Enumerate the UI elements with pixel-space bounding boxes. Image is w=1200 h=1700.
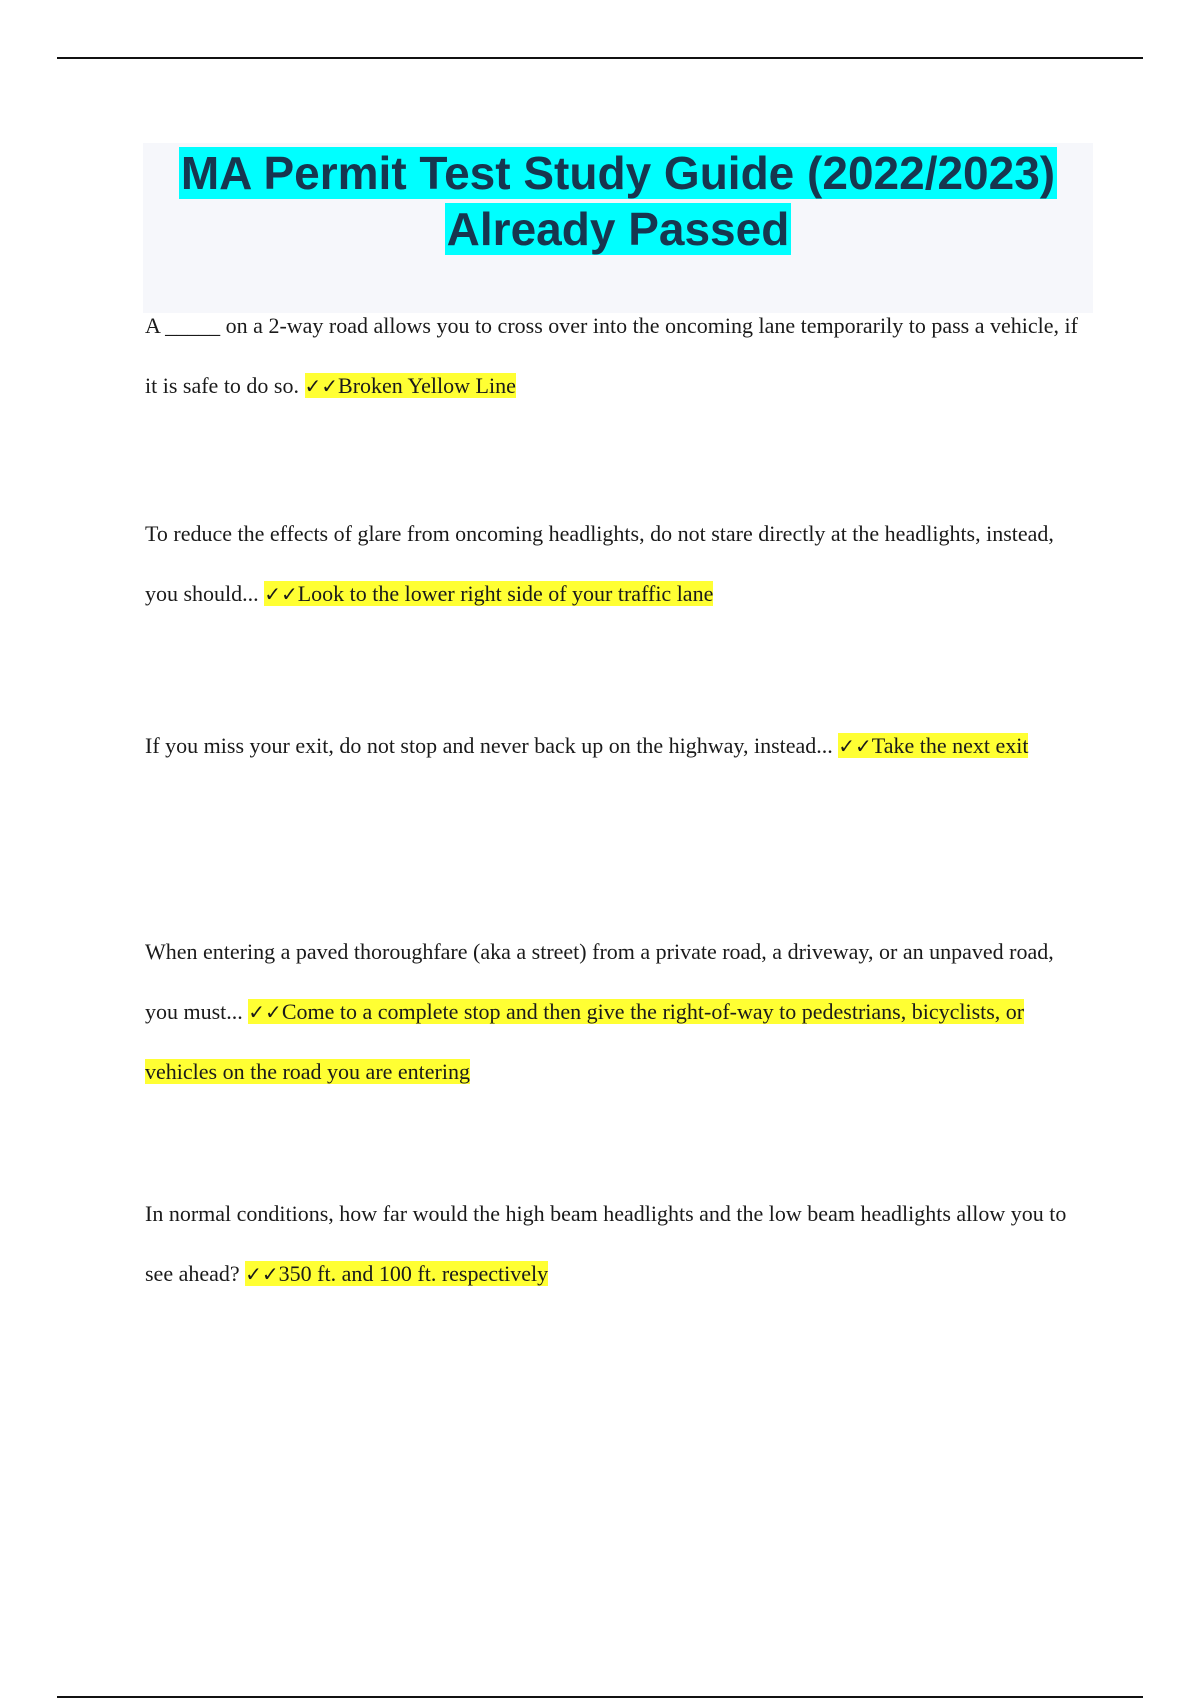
qa-item <box>145 922 1085 1102</box>
answer-highlight <box>838 733 1028 758</box>
qa-item <box>145 504 1085 624</box>
title-line-2: Already Passed <box>446 203 790 255</box>
answer-text: Come to a complete stop and then give the right-of-way to pedestrians, bicyclists, or vehicles on the road you are entering <box>145 999 1025 1084</box>
question-text: A _____ on a 2-way road allows you to cross over into the oncoming lane temporarily to pass a vehicle, if it is safe to do so. <box>145 313 1078 398</box>
check-mark-icon: ✓✓ <box>248 1000 282 1024</box>
check-mark-icon: ✓✓ <box>304 374 339 398</box>
question-text: If you miss your exit, do not stop and never back up on the highway, instead... <box>145 733 833 758</box>
answer-text: 350 ft. and 100 ft. respectively <box>278 1261 549 1286</box>
qa-item <box>145 296 1085 416</box>
answer-text: Look to the lower right side of your traffic lane <box>297 581 714 606</box>
check-mark-icon: ✓✓ <box>245 1262 279 1286</box>
bottom-rule <box>57 1696 1143 1698</box>
qa-item <box>145 1184 1085 1304</box>
question-text: To reduce the effects of glare from oncoming headlights, do not stare directly at the headlights, instead, you should... <box>145 521 1054 606</box>
question-text: In normal conditions, how far would the high beam headlights and the low beam headlights allow you to see ahead? <box>145 1201 1067 1286</box>
answer-text: Take the next exit <box>871 733 1029 758</box>
answer-highlight <box>145 999 1024 1084</box>
answer-highlight <box>305 373 516 398</box>
answer-text: Broken Yellow Line <box>338 373 516 398</box>
top-rule <box>57 57 1143 59</box>
check-mark-icon: ✓✓ <box>264 582 298 606</box>
question-text: When entering a paved thoroughfare (aka a street) from a private road, a driveway, or an unpaved road, you must... <box>145 939 1054 1024</box>
answer-highlight <box>245 1261 548 1286</box>
document-title <box>143 143 1093 257</box>
title-block <box>143 143 1093 313</box>
title-line-1: MA Permit Test Study Guide (2022/2023) <box>180 147 1056 199</box>
answer-highlight <box>264 581 713 606</box>
qa-item <box>145 716 1085 776</box>
check-mark-icon: ✓✓ <box>838 734 872 758</box>
